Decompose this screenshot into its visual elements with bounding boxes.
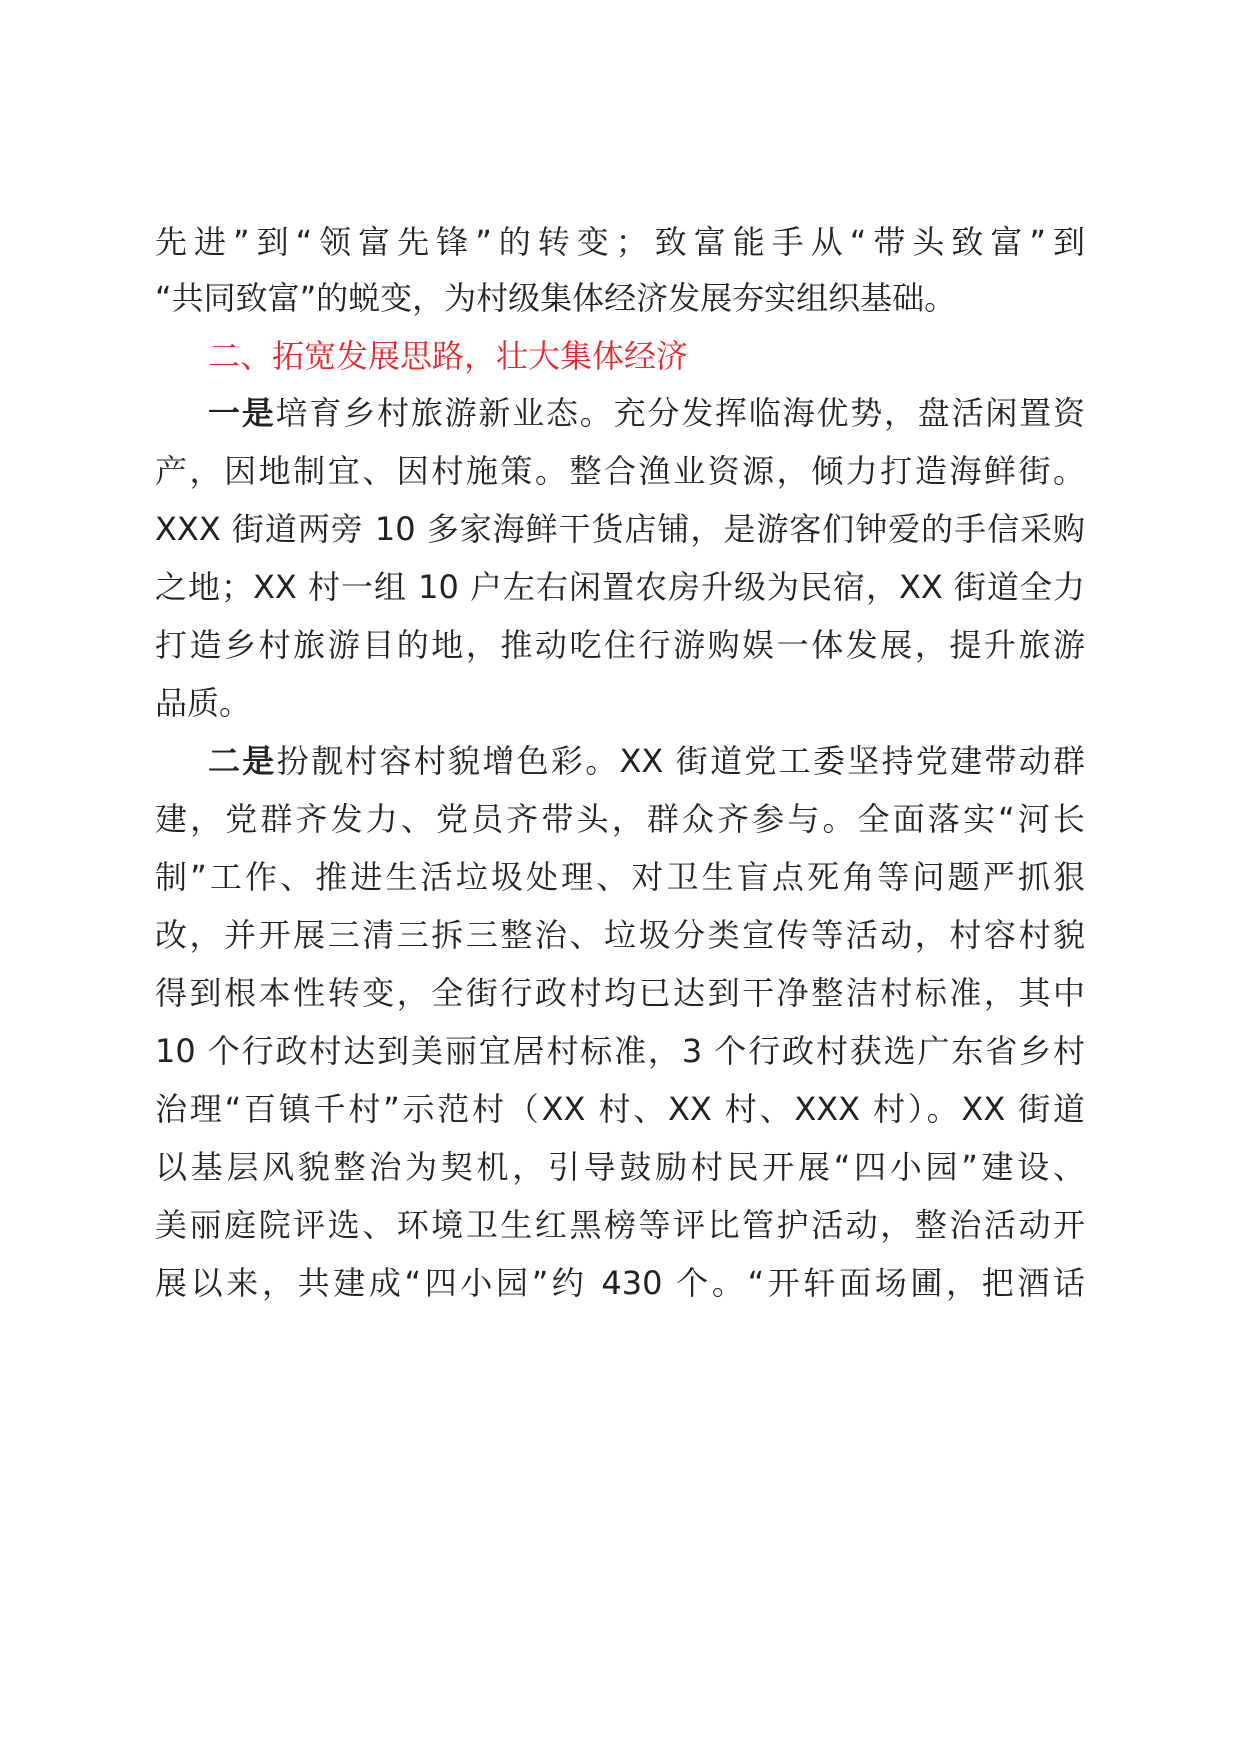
- text-line: 建，党群齐发力、党员齐带头，群众齐参与。全面落实“河长: [155, 800, 1085, 838]
- paragraph-lead: 二是: [208, 742, 277, 780]
- text-line: 制”工作、推进生活垃圾处理、对卫生盲点死角等问题严抓狠: [155, 858, 1085, 896]
- paragraph-text: 扮靓村容村貌增色彩。XX 街道党工委坚持党建带动群: [276, 742, 1085, 780]
- text-line: XXX 街道两旁 10 多家海鲜干货店铺，是游客们钟爱的手信采购: [155, 510, 1085, 548]
- text-line: 以基层风貌整治为契机，引导鼓励村民开展“四小园”建设、: [155, 1148, 1085, 1186]
- text-line: 美丽庭院评选、环境卫生红黑榜等评比管护活动，整治活动开: [155, 1206, 1085, 1244]
- text-line: 治理“百镇千村”示范村（XX 村、XX 村、XXX 村）。XX 街道: [155, 1090, 1085, 1128]
- text-line: 展以来，共建成“四小园”约 430 个。“开轩面场圃，把酒话: [155, 1264, 1085, 1302]
- paragraph-first-line: [208, 393, 1085, 433]
- text-line: 10 个行政村达到美丽宜居村标准，3 个行政村获选广东省乡村: [155, 1032, 1085, 1070]
- paragraph-first-line: [208, 741, 1085, 781]
- paragraph-text: 培育乡村旅游新业态。充分发挥临海优势，盘活闲置资: [275, 394, 1085, 432]
- text-line: 之地；XX 村一组 10 户左右闲置农房升级为民宿，XX 街道全力: [155, 568, 1085, 606]
- text-line: 品质。: [155, 684, 252, 722]
- text-line: 改，并开展三清三拆三整治、垃圾分类宣传等活动，村容村貌: [155, 916, 1085, 954]
- section-heading: 二、拓宽发展思路，壮大集体经济: [208, 337, 689, 375]
- text-line: “共同致富”的蜕变，为村级集体经济发展夯实组织基础。: [155, 279, 957, 317]
- text-line: 打造乡村旅游目的地，推动吃住行游购娱一体发展，提升旅游: [155, 626, 1085, 664]
- paragraph-lead: 一是: [208, 394, 276, 432]
- text-line: 得到根本性转变，全街行政村均已达到干净整洁村标准，其中: [155, 974, 1085, 1012]
- text-line: 先进”到“领富先锋”的转变；致富能手从“带头致富”到: [155, 223, 1085, 261]
- text-line: 产，因地制宜、因村施策。整合渔业资源，倾力打造海鲜街。: [155, 452, 1085, 490]
